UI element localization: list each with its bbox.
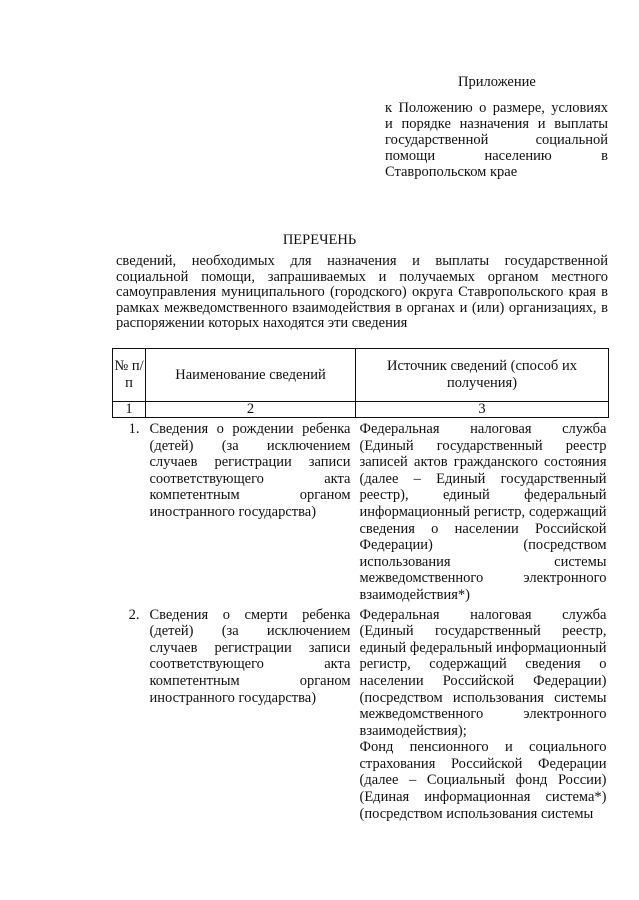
index-cell: 3 [356, 402, 609, 418]
header-source: Источник сведений (способ их получения) [356, 349, 609, 402]
row-name: Сведения о смерти ребенка (детей) (за исключением случаев регистрации записи соответствующего акта компетентным органом иностранного государства) [149, 606, 351, 706]
row-source [356, 604, 609, 823]
table-row [113, 418, 609, 604]
appendix-title: Приложение [458, 74, 536, 90]
table-header-row [113, 349, 609, 402]
header-num: № п/п [113, 349, 146, 402]
row-source: Федеральная налоговая служба (Единый государственный реестр записей актов гражданского состояния (далее – Единый государственный реестр), единый федеральный информационный регистр, содержащий сведения о населении Российской Федерации) (посредством использования системы межведомственного электронного взаимодействия*) [359, 421, 607, 603]
row-source-part: Фонд пенсионного и социального страхования Российской Федерации (далее – Социальный фонд России) (Единая информационная система*) (посредством использования системы [359, 739, 607, 822]
table-row [113, 604, 609, 823]
list-title: ПЕРЕЧЕНЬ [282, 232, 357, 248]
row-source-part: Федеральная налоговая служба (Единый государственный реестр, единый федеральный информационный регистр, содержащий сведения о населении Российской Федерации) (посредством использования системы межведомственного электронного взаимодействия); [359, 606, 607, 739]
index-cell: 1 [113, 402, 146, 418]
header-name: Наименование сведений [146, 349, 356, 402]
index-cell: 2 [146, 402, 356, 418]
row-num: 2. [128, 606, 140, 623]
appendix-text: к Положению о размере, условиях и порядке назначения и выплаты государственной социальной помощи населению в Ставропольском крае [385, 100, 608, 180]
data-table [112, 348, 609, 822]
table-index-row [113, 402, 609, 418]
list-subtitle: сведений, необходимых для назначения и выплаты государственной социальной помощи, запрашиваемых и получаемых органом местного самоуправления муниципального (городского) округа Ставропольского края в рамках межведомственного взаимодействия в органах и (или) организациях, в распоряжении которых находятся эти сведения [116, 253, 608, 331]
row-name: Сведения о рождении ребенка (детей) (за исключением случаев регистрации записи соответствующего акта компетентным органом иностранного государства) [149, 421, 351, 520]
row-num: 1. [128, 421, 140, 437]
